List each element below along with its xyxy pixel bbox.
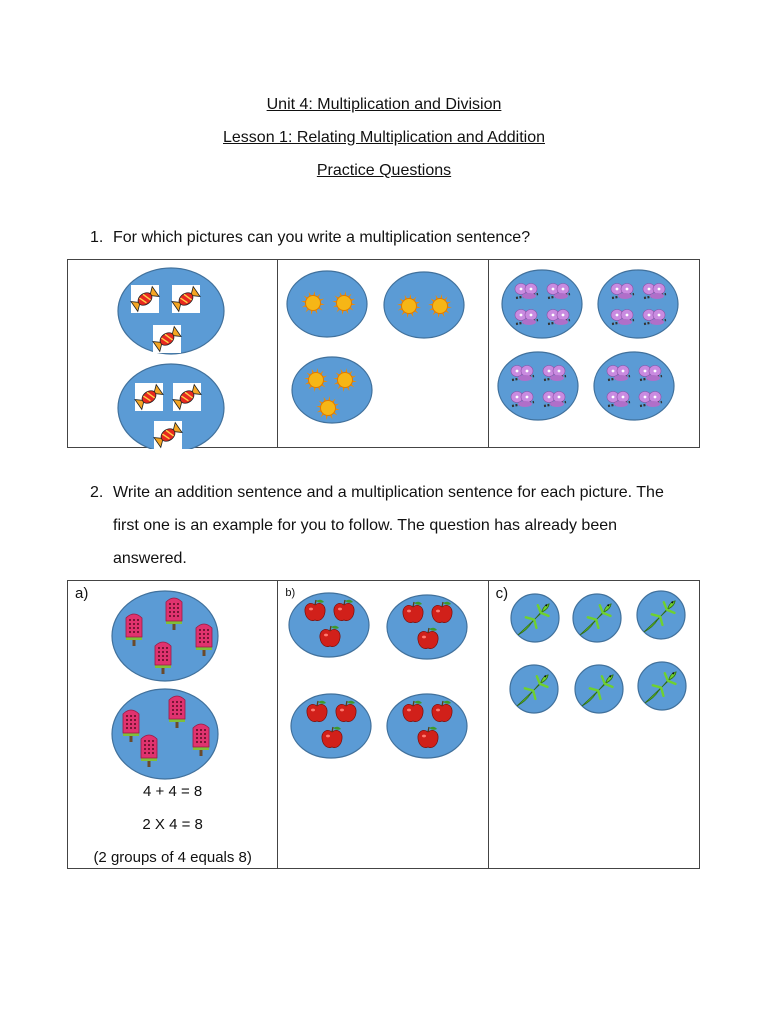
group-circle <box>289 593 369 657</box>
question-text: Write an addition sentence and a multiplication sentence for each picture. The first one is an example for you to follow. The question has already been answered. <box>113 484 664 567</box>
part-label: a) <box>75 585 89 602</box>
question-2-picture-table <box>67 580 700 869</box>
candy-icon <box>153 325 181 353</box>
group-circle <box>387 694 467 758</box>
candy-icon <box>172 285 200 313</box>
popsicle-groups-illustration <box>68 581 279 781</box>
lesson-title: Lesson 1: Relating Multiplication and Addition <box>223 129 545 146</box>
group-circle <box>598 270 678 338</box>
question-1-picture-table <box>67 259 700 448</box>
group-circle <box>498 352 578 420</box>
question-1 <box>90 221 690 254</box>
sun-groups-illustration <box>278 260 489 449</box>
butterfly-groups-illustration <box>489 260 700 449</box>
addition-sentence: 4 + 4 = 8 <box>143 783 203 800</box>
candy-groups-illustration <box>68 260 279 449</box>
part-label: b) <box>285 587 296 599</box>
picture-butterflies <box>489 260 699 447</box>
apple-groups-illustration <box>278 581 489 781</box>
part-b <box>278 581 488 868</box>
group-circle <box>287 271 367 337</box>
group-circle <box>502 270 582 338</box>
group-circle <box>387 595 467 659</box>
question-2 <box>90 476 690 576</box>
question-text: For which pictures can you write a multiplication sentence? <box>113 229 531 246</box>
explanation-text: (2 groups of 4 equals 8) <box>93 849 252 866</box>
lizard-groups-illustration <box>489 581 700 781</box>
group-circle <box>594 352 674 420</box>
part-a <box>68 581 278 868</box>
unit-title: Unit 4: Multiplication and Division <box>266 96 502 113</box>
candy-icon <box>154 421 182 449</box>
multiplication-sentence: 2 X 4 = 8 <box>142 816 203 833</box>
part-c <box>489 581 699 868</box>
picture-suns <box>278 260 488 447</box>
candy-icon <box>173 383 201 411</box>
part-label: c) <box>495 585 509 602</box>
section-title: Practice Questions <box>316 162 452 179</box>
question-number: 2. <box>90 484 104 501</box>
group-circle <box>384 272 464 338</box>
picture-candies <box>68 260 278 447</box>
candy-icon <box>131 285 159 313</box>
question-number: 1. <box>90 229 104 246</box>
group-circle <box>291 694 371 758</box>
candy-icon <box>135 383 163 411</box>
